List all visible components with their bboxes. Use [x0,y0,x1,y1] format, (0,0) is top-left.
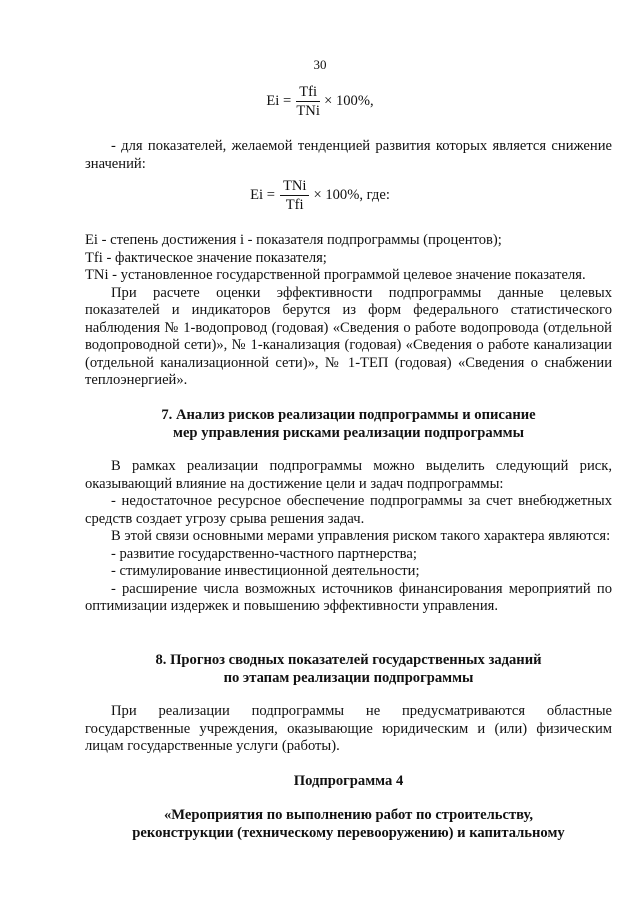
risk-measure-item: - расширение числа возможных источников финансирования мероприятий по оптимизации издержек и повышению эффективности управления. [85,580,612,614]
subprogram-title-text: Подпрограмма 4 [293,773,404,789]
section-7-paragraph-1: В рамках реализации подпрограммы можно выделить следующий риск, оказывающий влияние на достижение цели и задач подпрограммы: [85,458,612,492]
formula-1-numerator: Tfi [296,84,320,102]
definition-tni: TNi - установленное государственной программой целевое значение показателя. [85,267,586,283]
formula-1-rhs: × 100%, [324,92,374,109]
section-7-paragraph-2: - недостаточное ресурсное обеспечение подпрограммы за счет внебюджетных средств создает угрозу срыва решения задач. [85,493,612,527]
formula-1-denominator: TNi [296,103,320,119]
section-8-body [85,703,612,756]
formula-1 [0,84,640,119]
formula-1-fraction [296,84,320,119]
formula-2-denominator: Tfi [285,197,304,213]
page-number: 30 [313,57,327,72]
section-8-heading [85,651,612,687]
definition-ei: Ei - степень достижения i - показателя подпрограммы (процентов); [85,232,502,248]
subprogram-name-line-1: «Мероприятия по выполнению работ по строительству, [163,807,534,823]
intro-paragraph: - для показателей, желаемой тенденцией развития которых является снижение значений: [85,138,612,172]
section-7-heading-line-1: 7. Анализ рисков реализации подпрограммы и описание [161,407,536,423]
risk-measure-item: - развитие государственно-частного партнерства; [111,545,417,562]
definitions-block [85,232,612,390]
section-7-heading-line-2: мер управления рисками реализации подпрограммы [173,425,524,441]
formula-2-numerator: TNi [280,178,310,196]
formula-1-lhs: Ei = [266,92,292,109]
section-8-heading-line-2: по этапам реализации подпрограммы [223,670,474,686]
subprogram-title [85,772,612,790]
section-8-paragraph-1: При реализации подпрограммы не предусматриваются областные государственные учреждения, оказывающие юридическим и (или) физическим лицам государственные услуги (работы). [85,703,612,754]
section-7-heading [85,406,612,442]
section-7-body [85,458,612,616]
section-8-heading-line-1: 8. Прогноз сводных показателей государственных заданий [155,652,542,668]
formula-2 [0,178,640,213]
subprogram-name [85,806,612,842]
definition-tfi: Tfi - фактическое значение показателя; [85,249,327,266]
formula-2-lhs: Ei = [250,186,275,203]
intro-paragraph-block [85,138,612,173]
subprogram-name-line-2: реконструкции (техническому перевооружению) и капитальному [132,825,565,841]
formula-2-fraction [280,178,310,213]
calc-paragraph: При расчете оценки эффективности подпрограммы данные целевых показателей и индикаторов берутся из форм федерального статистического наблюдения № 1-водопровод (годовая) «Сведения о работе водопровода (отдельной водопроводной сети)», № 1-канализация (годовая) «Сведения о работе канализации (отдельной канализационной сети)», № 1-ТЕП (годовая) «Сведения о снабжении теплоэнергией». [85,284,612,388]
section-7-paragraph-3: В этой связи основными мерами управления риском такого характера являются: [111,528,611,544]
risk-measure-item: - стимулирование инвестиционной деятельности; [111,563,420,579]
formula-2-rhs: × 100%, где: [313,186,390,203]
